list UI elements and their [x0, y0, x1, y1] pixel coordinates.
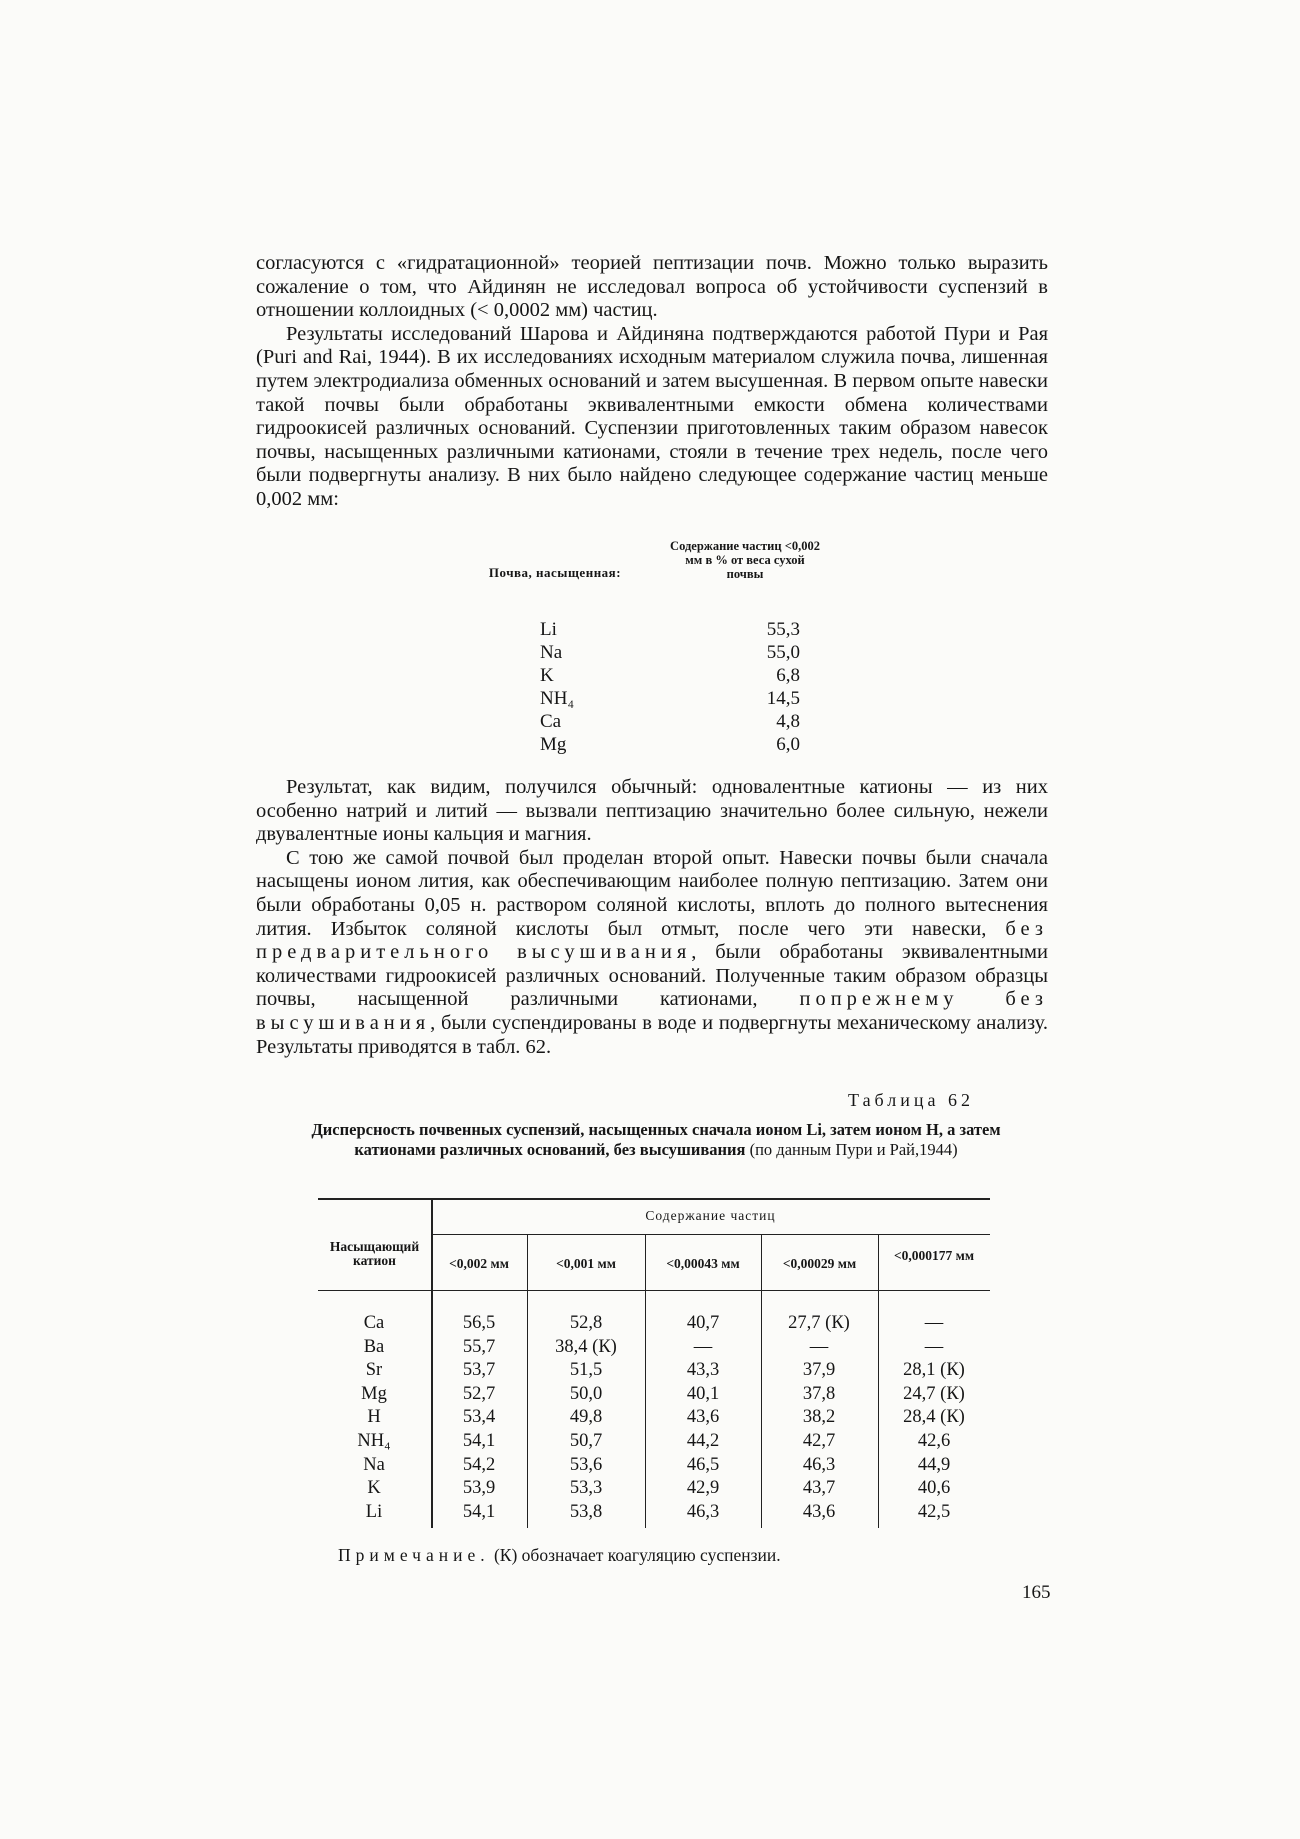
table-cell: 44,2 — [686, 1431, 720, 1451]
table-title-source: (по данным Пури и Рай,1944) — [749, 1139, 958, 1159]
table-cell: — — [924, 1313, 944, 1333]
table-vline — [645, 1234, 646, 1528]
table-row-cation: Ba — [363, 1336, 385, 1357]
value: 6,8 — [776, 665, 800, 686]
table-cell: 56,5 — [462, 1313, 496, 1333]
paragraph-4-part-c: , были суспендированы в воде и подвергнуты механическому анализу. Результаты приводятся в табл. 62. — [256, 1011, 1048, 1058]
table-row-cation: Li — [365, 1501, 383, 1522]
table-col-header: <0,00043 мм — [666, 1256, 740, 1271]
table-group-rule — [431, 1234, 990, 1235]
table-group-header: Содержание частиц — [645, 1208, 776, 1223]
table-cell: 27,7 (К) — [788, 1313, 850, 1333]
table-cell: — — [693, 1336, 713, 1357]
table-row-cation: Sr — [365, 1360, 383, 1381]
table-cell: 40,7 — [686, 1313, 720, 1333]
small-table-col2-header: Содержание частиц <0,002 мм в % от веса сухой почвы — [670, 539, 820, 581]
table-cell: 24,7 (К) — [903, 1383, 965, 1404]
cation: K — [540, 665, 554, 686]
table-cell: 37,9 — [802, 1360, 836, 1381]
paragraph-4 — [256, 847, 1048, 1059]
small-table-row — [540, 734, 820, 757]
cation: Ca — [540, 711, 562, 732]
table-cell: 53,7 — [462, 1360, 496, 1381]
table-cell: 28,4 (К) — [903, 1407, 965, 1428]
value: 14,5 — [766, 688, 800, 709]
table-row-cation: Mg — [361, 1383, 387, 1404]
small-table-col1-header: Почва, насыщенная: — [488, 565, 622, 580]
table-cell: 42,9 — [686, 1478, 720, 1499]
spaced-phrase-2: попрежнему без высушивания — [256, 988, 1049, 1034]
table-cell: 54,1 — [462, 1431, 496, 1451]
table-cell: 52,8 — [569, 1313, 603, 1333]
table-cell: — — [809, 1336, 829, 1357]
table-cell: 51,5 — [569, 1360, 603, 1381]
table-cell: 40,6 — [917, 1478, 951, 1499]
text-column — [256, 252, 1048, 512]
table-cell: 50,7 — [569, 1431, 603, 1451]
table-cell: 49,8 — [569, 1407, 603, 1428]
table-cell: 43,6 — [802, 1501, 836, 1522]
small-table-rows — [540, 619, 820, 757]
paragraph-4-part-a: С тою же самой почвой был проделан второй опыт. Навески почвы были сначала насыщены ионом лития, как обеспечивающим наиболее полную пептизацию. Затем они были обработаны 0,05 н. раствором соляной кислоты, вплоть до полного вытеснения лития. Избыток соляной кислоты был отмыт, после чего эти навески, — [256, 846, 1048, 940]
value: 4,8 — [776, 711, 800, 732]
cation: Na — [540, 642, 563, 663]
small-table-row — [540, 711, 820, 734]
paragraph-3: Результат, как видим, получился обычный: одновалентные катионы — из них особенно натрий и литий — вызвали пептизацию значительно более сильную, нежели двувалентные ионы кальция и магния. — [256, 776, 1048, 846]
table-title: Дисперсность почвенных суспензий, насыщенных сначала ионом Li, затем ионом H, а затем катионами различных оснований, без высушивания — [311, 1120, 1001, 1159]
table-cell: 43,3 — [686, 1360, 720, 1381]
table-col0-header: Насыщающий катион — [329, 1239, 420, 1268]
cation: NH₄ — [540, 688, 575, 709]
table-cell: 42,6 — [917, 1431, 951, 1451]
table-cell: 40,1 — [686, 1383, 720, 1404]
small-table-row — [540, 665, 820, 688]
table-row-cation: Ca — [363, 1313, 385, 1333]
table-cell: 37,8 — [802, 1383, 836, 1404]
table-cell: 55,7 — [462, 1336, 496, 1357]
table-vline — [761, 1234, 762, 1528]
table-cell: — — [924, 1336, 944, 1357]
paragraph-2: Результаты исследований Шарова и Айдиняна подтверждаются работой Пури и Рая (Puri and Rai, 1944). В их исследованиях исходным материалом служила почва, лишенная путем электродиализа обменных оснований и затем высушенная. В первом опыте навески такой почвы были обработаны эквивалентными емкости обмена количествами гидроокисей различных оснований. Суспензии приготовленных таким образом навесок почвы, насыщенных различными катионами, стояли в течение трех недель, после чего были подвергнуты анализу. В них было найдено следующее содержание частиц меньше 0,002 мм: — [256, 322, 1048, 510]
table-row-cation: NH₄ — [357, 1431, 391, 1451]
value: 6,0 — [776, 734, 800, 755]
table-cell: 38,2 — [802, 1407, 836, 1428]
value: 55,0 — [766, 642, 800, 663]
table-row-cation: H — [367, 1407, 381, 1428]
table-title-block — [306, 1120, 1006, 1159]
table-cell: 53,6 — [569, 1454, 603, 1475]
value: 55,3 — [766, 619, 800, 640]
paragraph-1: согласуются с «гидратационной» теорией пептизации почв. Можно только выразить сожаление о том, что Айдинян не исследовал вопроса об устойчивости суспензий в отношении коллоидных (< 0,0002 мм) частиц. — [256, 252, 1048, 322]
table-row-cation: Na — [363, 1454, 385, 1475]
table-cell: 44,9 — [917, 1454, 951, 1475]
spaced-phrase-1: без предварительного высушивания — [256, 917, 1048, 964]
table-cell: 53,4 — [462, 1407, 496, 1428]
table-cell: 50,0 — [569, 1383, 603, 1404]
table-cell: 54,2 — [462, 1454, 496, 1475]
text-column-2 — [256, 776, 1048, 1059]
table-cell: 38,4 (К) — [555, 1336, 617, 1357]
cation: Mg — [540, 734, 567, 755]
table-cell: 53,9 — [462, 1478, 496, 1499]
table-cell: 53,3 — [569, 1478, 603, 1499]
table-cell: 52,7 — [462, 1383, 496, 1404]
table-cell: 53,8 — [569, 1501, 603, 1522]
table-top-rule — [318, 1198, 990, 1200]
table-cell: 42,5 — [917, 1501, 951, 1522]
note-text: (К) обозначает коагуляцию суспензии. — [493, 1545, 781, 1565]
table-row-cation: K — [367, 1478, 381, 1499]
table-cell: 43,6 — [686, 1407, 720, 1428]
small-table-row — [540, 619, 820, 642]
table-note — [338, 1545, 781, 1566]
small-table-row — [540, 642, 820, 665]
table-label: Таблица 62 — [848, 1090, 974, 1110]
table-col-header: <0,00029 мм — [782, 1256, 857, 1271]
table-cell: 46,5 — [686, 1454, 720, 1475]
table-cell: 46,3 — [686, 1501, 720, 1522]
table-col-header: <0,001 мм — [556, 1256, 616, 1271]
table-cell: 46,3 — [802, 1454, 836, 1475]
small-table-row — [540, 688, 820, 711]
paragraph-4-part-b: , были обработаны эквивалентными количествами гидроокисей различных оснований. Полученные таким образом образцы почвы, насыщенной различными катионами, — [256, 941, 1048, 1011]
table-col-header: <0,002 мм — [449, 1256, 509, 1271]
cation: Li — [540, 619, 557, 640]
note-label: Примечание. — [338, 1545, 490, 1565]
table-cell: 43,7 — [802, 1478, 836, 1499]
table-cell: 54,1 — [462, 1501, 496, 1522]
table-cell: 28,1 (К) — [903, 1360, 965, 1381]
table-col-header: <0,000177 мм — [893, 1248, 975, 1263]
page-number: 165 — [1022, 1582, 1051, 1603]
table-header-rule — [318, 1290, 990, 1291]
table-cell: 42,7 — [802, 1431, 836, 1451]
